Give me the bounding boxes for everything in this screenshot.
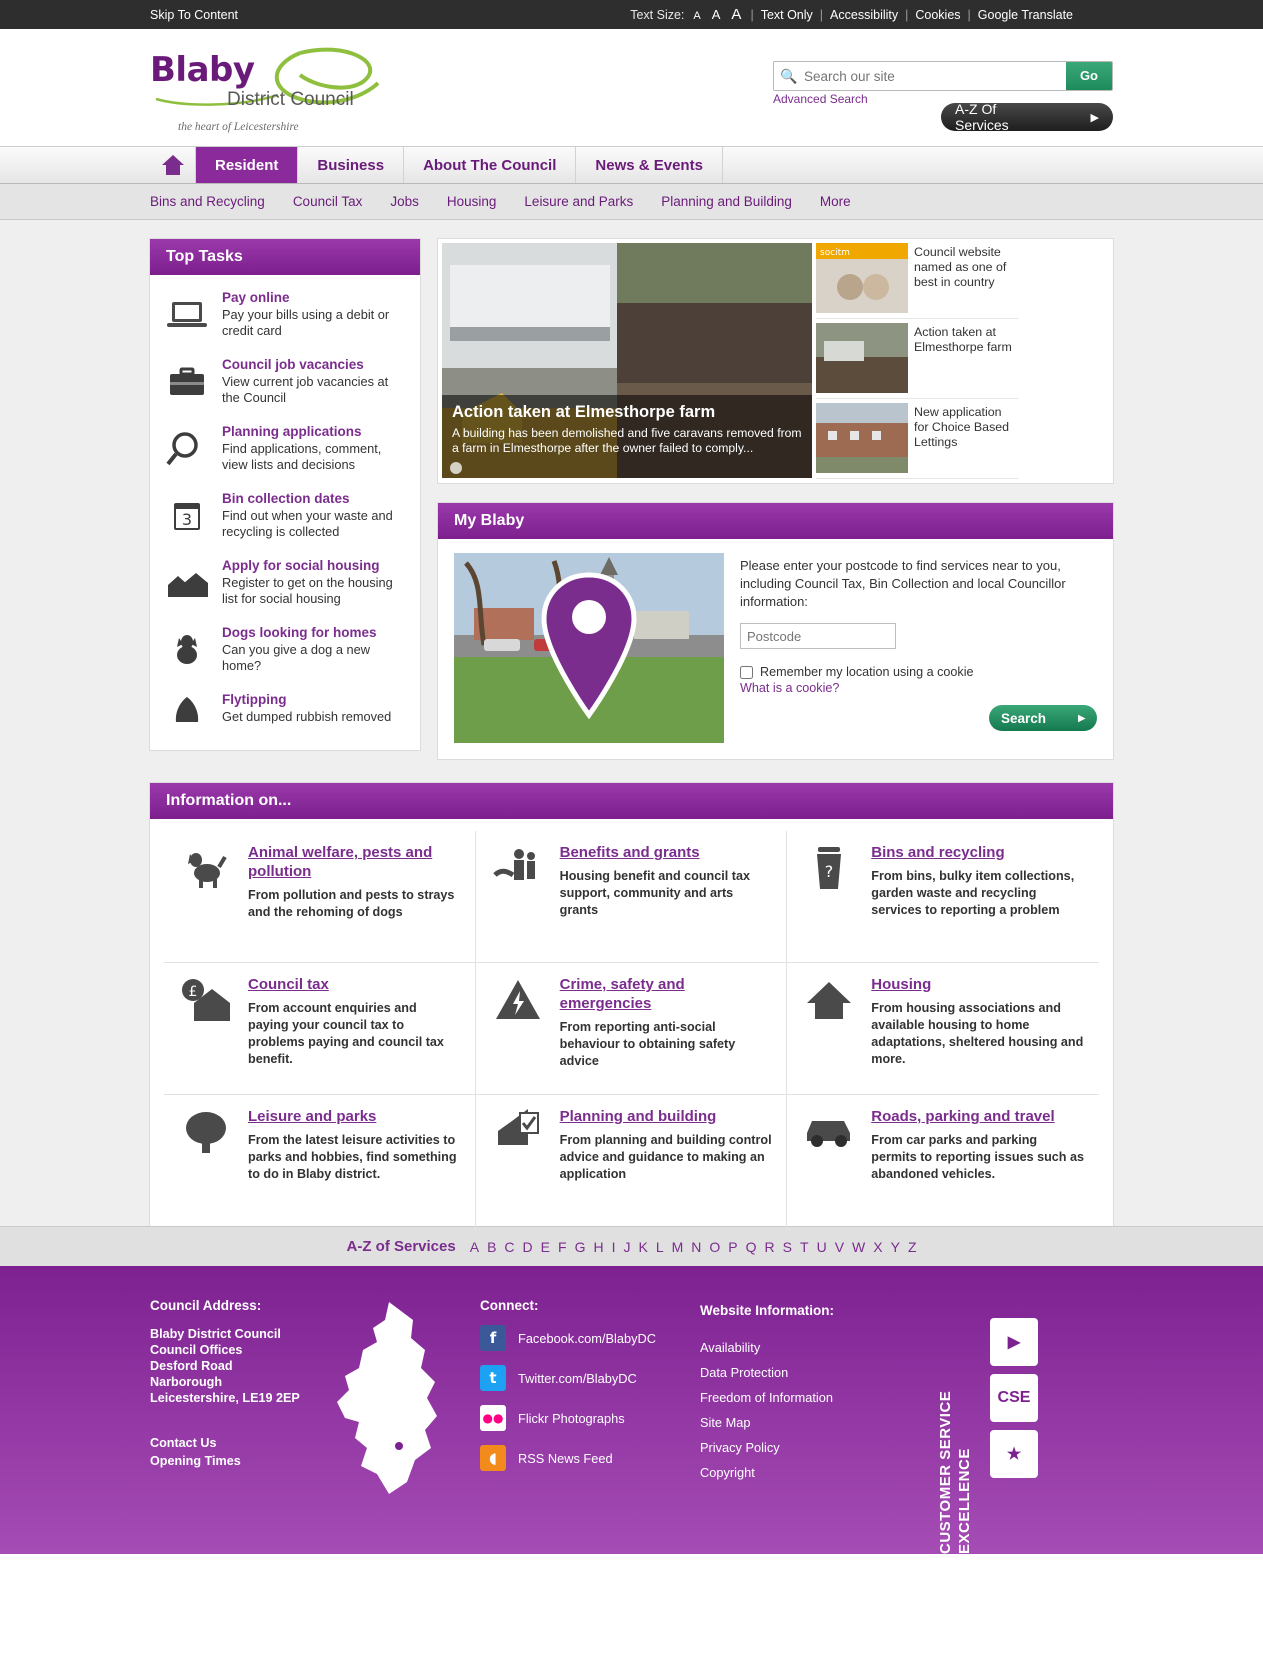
- info-cell-desc: From account enquiries and paying your council tax to problems paying and council tax benefit.: [248, 1001, 444, 1066]
- separator: |: [967, 8, 971, 22]
- my-blaby-body: [438, 539, 1113, 759]
- footer-facebook-row[interactable]: [480, 1325, 700, 1351]
- news-side-title: Council website named as one of best in country: [914, 245, 1007, 289]
- opening-times-link[interactable]: Opening Times: [150, 1454, 241, 1468]
- nav-label: Resident: [215, 156, 279, 174]
- info-cell-title[interactable]: Roads, parking and travel: [871, 1108, 1055, 1125]
- news-thumb: [816, 323, 908, 393]
- home-icon: [161, 154, 185, 176]
- page-body: [0, 220, 1263, 1226]
- info-cell-animal-welfare[interactable]: [164, 831, 476, 963]
- chevron-right-icon: ▶: [1090, 111, 1099, 124]
- news-side-item[interactable]: [816, 243, 1018, 319]
- my-blaby-form: [740, 553, 1097, 743]
- carousel-indicator[interactable]: [450, 462, 462, 474]
- nav-item-business[interactable]: [298, 147, 404, 183]
- nav-label: News & Events: [595, 156, 703, 174]
- footer-website-heading: Website Information:: [700, 1303, 835, 1318]
- info-cell-desc: From planning and building control advice and guidance to making an application: [559, 1133, 772, 1181]
- top-task-desc: View current job vacancies at the Council: [222, 374, 389, 405]
- top-tasks-list: [150, 275, 420, 750]
- az-letter-z[interactable]: Z: [907, 1238, 917, 1255]
- my-blaby-panel: [437, 502, 1114, 760]
- top-task-title: Flytipping: [222, 692, 287, 707]
- content-wrapper: [149, 238, 1114, 1250]
- info-cell-title[interactable]: Housing: [871, 976, 932, 993]
- information-on-panel: [149, 782, 1114, 1250]
- upper-columns: [149, 238, 1114, 760]
- info-cell-desc: Housing benefit and council tax support, community and arts grants: [559, 869, 750, 917]
- info-cell-desc: From housing associations and available housing to home adaptations, sheltered housing and more.: [871, 1001, 1084, 1066]
- top-task-desc: Find applications, comment, view lists and decisions: [222, 441, 382, 472]
- info-cell-text: [871, 843, 1085, 948]
- footer-address-heading: Council Address:: [150, 1298, 262, 1313]
- facebook-label: Facebook.com/BlabyDC: [518, 1330, 656, 1346]
- info-cell-desc: From pollution and pests to strays and the rehoming of dogs: [248, 888, 455, 919]
- az-letter-g[interactable]: G: [574, 1238, 586, 1255]
- a-z-services-strip: [0, 1226, 1263, 1266]
- cse-badge-cse: CSE: [990, 1374, 1038, 1422]
- info-cell-title[interactable]: Animal welfare, pests and pollution: [248, 844, 433, 880]
- top-task-text: [222, 491, 406, 540]
- address-line: Council Offices: [150, 1343, 243, 1357]
- top-task-pay-online[interactable]: [164, 281, 406, 348]
- svg-text:£: £: [188, 984, 198, 1000]
- footer-connect-column: [480, 1298, 700, 1554]
- information-on-title: Information on...: [150, 783, 1113, 819]
- info-cell-desc: From reporting anti-social behaviour to obtaining safety advice: [559, 1020, 736, 1068]
- az-letter-d[interactable]: D: [522, 1238, 533, 1255]
- twitter-icon: t: [480, 1365, 506, 1391]
- top-task-planning-applications[interactable]: [164, 415, 406, 482]
- text-only-link[interactable]: Text Only: [760, 8, 813, 22]
- right-column: [437, 238, 1114, 760]
- remember-location-checkbox[interactable]: [740, 666, 753, 679]
- house-icon: [801, 975, 857, 1080]
- news-side-item[interactable]: [816, 323, 1018, 399]
- top-tasks-title: Top Tasks: [150, 239, 420, 275]
- nav-item-resident[interactable]: [196, 147, 298, 183]
- news-feature-summary: A building has been demolished and five caravans removed from a farm in Elmesthorpe after the owner failed to comply...: [452, 426, 802, 455]
- nav-item-about-the-council[interactable]: [404, 147, 576, 183]
- my-blaby-map-image[interactable]: [454, 553, 724, 743]
- dog-icon: [164, 625, 210, 674]
- info-cell-roads-parking-travel[interactable]: [787, 1095, 1099, 1227]
- a-z-of-services-label: A-Z Of Services: [955, 101, 1009, 133]
- az-letter-j[interactable]: J: [623, 1238, 631, 1255]
- advanced-search-link[interactable]: Advanced Search: [773, 92, 868, 106]
- address-line: Narborough: [150, 1375, 223, 1389]
- top-task-dogs-looking-for-homes[interactable]: [164, 616, 406, 683]
- az-letter-n[interactable]: N: [691, 1238, 702, 1255]
- laptop-icon: [164, 290, 210, 339]
- warning-icon: [490, 975, 546, 1080]
- az-letter-r[interactable]: R: [764, 1238, 775, 1255]
- my-blaby-search-button[interactable]: [989, 705, 1097, 731]
- news-side-title: New application for Choice Based Lettings: [914, 405, 1010, 449]
- footer-address: [150, 1326, 315, 1406]
- az-letter-a[interactable]: A: [469, 1238, 480, 1255]
- search-icon: 🔍: [780, 67, 798, 84]
- az-letter-q[interactable]: Q: [745, 1238, 757, 1255]
- top-task-title: Council job vacancies: [222, 357, 364, 372]
- top-tasks-panel: [149, 238, 421, 751]
- bin-icon: [801, 843, 857, 948]
- az-letter-o[interactable]: O: [709, 1238, 721, 1255]
- site-footer: [0, 1266, 1263, 1554]
- car-icon: [801, 1107, 857, 1213]
- az-letter-t[interactable]: T: [800, 1238, 809, 1255]
- info-cell-planning-and-building[interactable]: [476, 1095, 788, 1227]
- top-task-council-job-vacancies[interactable]: [164, 348, 406, 415]
- info-cell-council-tax[interactable]: [164, 963, 476, 1095]
- svg-text:socitm: socitm: [820, 248, 850, 258]
- a-z-strip-label: A-Z of Services: [346, 1238, 456, 1255]
- top-task-text: [222, 424, 406, 473]
- news-feature-caption: [442, 395, 812, 478]
- postcode-input[interactable]: [740, 623, 896, 649]
- top-task-title: Bin collection dates: [222, 491, 350, 506]
- footer-connect-heading: Connect:: [480, 1298, 539, 1313]
- briefcase-icon: [164, 357, 210, 406]
- footer-twitter-row[interactable]: [480, 1365, 700, 1391]
- rss-label: RSS News Feed: [518, 1450, 613, 1466]
- twitter-label: Twitter.com/BlabyDC: [518, 1370, 637, 1386]
- main-navigation: [0, 146, 1263, 184]
- site-logo[interactable]: [150, 50, 480, 133]
- svg-text:?: ?: [825, 862, 834, 881]
- info-cell-title[interactable]: Council tax: [248, 976, 329, 993]
- footer-rss-row[interactable]: [480, 1445, 700, 1471]
- top-task-desc: Find out when your waste and recycling is collected: [222, 508, 393, 539]
- flickr-label: Flickr Photographs: [518, 1410, 625, 1426]
- footer-website-info-column: [700, 1298, 930, 1554]
- info-cell-title[interactable]: Benefits and grants: [559, 844, 700, 861]
- info-cell-title[interactable]: Bins and recycling: [871, 844, 1005, 861]
- sub-navigation: [0, 184, 1263, 220]
- footer-contact-links: [150, 1434, 315, 1470]
- news-thumb-image: [816, 403, 908, 473]
- az-letter-m[interactable]: M: [671, 1238, 684, 1255]
- nav-home-button[interactable]: [150, 147, 196, 183]
- top-task-title: Planning applications: [222, 424, 362, 439]
- news-side-title: Action taken at Elmesthorpe farm: [914, 325, 1012, 354]
- cse-badge-star-icon: ★: [990, 1430, 1038, 1478]
- planning-icon: [490, 1107, 546, 1213]
- footer-link-copyright[interactable]: Copyright: [700, 1465, 755, 1480]
- info-cell-title[interactable]: Planning and building: [559, 1108, 717, 1125]
- news-side-list: [816, 243, 1018, 479]
- search-go-button[interactable]: Go: [1066, 62, 1112, 90]
- accessibility-link[interactable]: Accessibility: [830, 8, 899, 22]
- nav-label: Business: [317, 156, 385, 174]
- what-is-a-cookie-link[interactable]: What is a cookie?: [740, 681, 840, 695]
- address-line: Blaby District Council: [150, 1327, 281, 1341]
- az-letter-v[interactable]: V: [834, 1238, 845, 1255]
- cse-label: CUSTOMER SERVICE EXCELLENCE: [937, 1390, 973, 1554]
- contact-us-link[interactable]: Contact Us: [150, 1436, 217, 1450]
- az-letter-c[interactable]: C: [504, 1238, 515, 1255]
- news-side-item[interactable]: [816, 403, 1018, 479]
- svg-text:3: 3: [181, 509, 193, 529]
- footer-link-site-map[interactable]: Site Map: [700, 1415, 751, 1430]
- news-carousel: [437, 238, 1114, 484]
- az-letter-i[interactable]: I: [611, 1238, 616, 1255]
- google-translate-link[interactable]: Google Translate: [977, 8, 1073, 22]
- top-task-text: [222, 692, 391, 725]
- info-cell-desc: From bins, bulky item collections, garden waste and recycling services to reporting a problem: [871, 869, 1075, 917]
- az-letter-l[interactable]: L: [655, 1238, 664, 1255]
- address-line: Leicestershire, LE19 2EP: [150, 1391, 300, 1405]
- rss-icon: ◖: [480, 1445, 506, 1471]
- dog-icon: [178, 843, 234, 948]
- info-cell-desc: From car parks and parking permits to reporting issues such as abandoned vehicles.: [871, 1133, 1085, 1181]
- az-letter-k[interactable]: K: [638, 1238, 648, 1255]
- az-letter-e[interactable]: E: [540, 1238, 550, 1255]
- nav-label: About The Council: [423, 156, 557, 174]
- az-letter-h[interactable]: H: [593, 1238, 604, 1255]
- top-task-desc: Pay your bills using a debit or credit card: [222, 307, 390, 338]
- header-search-area: [773, 61, 1113, 131]
- my-blaby-intro: Please enter your postcode to find services near to you, including Council Tax, Bin Collection and local Councillor information:: [740, 558, 1066, 609]
- my-blaby-search-label: Search: [1001, 710, 1047, 726]
- info-cell-title[interactable]: Crime, safety and emergencies: [559, 976, 685, 1012]
- utility-bar: [0, 0, 1263, 29]
- az-letter-x[interactable]: X: [873, 1238, 883, 1255]
- pound-house-icon: [178, 975, 234, 1080]
- site-header: [0, 29, 1263, 146]
- remember-location-label: Remember my location using a cookie: [760, 665, 974, 679]
- subnav-item-planning-and-building[interactable]: Planning and Building: [661, 194, 792, 209]
- top-task-desc: Register to get on the housing list for social housing: [222, 575, 393, 606]
- info-cell-leisure-and-parks[interactable]: [164, 1095, 476, 1227]
- az-letter-w[interactable]: W: [852, 1238, 866, 1255]
- cookies-link[interactable]: Cookies: [915, 8, 961, 22]
- text-size-small-button[interactable]: A: [693, 10, 701, 22]
- chevron-right-icon: ▸: [1078, 710, 1085, 725]
- footer-cse-column: [930, 1298, 1110, 1554]
- info-cell-text: [871, 975, 1085, 1080]
- top-task-text: [222, 290, 406, 339]
- footer-flickr-row[interactable]: [480, 1405, 700, 1431]
- info-cell-text: [560, 843, 773, 948]
- top-task-apply-for-social-housing[interactable]: [164, 549, 406, 616]
- footer-link-availability[interactable]: Availability: [700, 1340, 761, 1355]
- az-letter-u[interactable]: U: [816, 1238, 827, 1255]
- az-letter-b[interactable]: B: [487, 1238, 497, 1255]
- top-task-title: Dogs looking for homes: [222, 625, 377, 640]
- a-z-of-services-button[interactable]: [941, 103, 1113, 131]
- az-letter-s[interactable]: S: [782, 1238, 792, 1255]
- text-size-medium-button[interactable]: A: [711, 7, 721, 22]
- news-feature[interactable]: [442, 243, 812, 478]
- info-cell-text: [248, 1107, 461, 1213]
- subnav-item-council-tax[interactable]: Council Tax: [292, 194, 363, 209]
- top-task-text: [222, 558, 406, 607]
- utility-links: [630, 6, 1073, 23]
- cse-badges: [990, 1318, 1038, 1478]
- cse-badge-play-icon: ▶: [990, 1318, 1038, 1366]
- top-task-text: [222, 357, 406, 406]
- top-task-text: [222, 625, 406, 674]
- top-task-title: Apply for social housing: [222, 558, 380, 573]
- news-thumb-image: [816, 243, 908, 313]
- logo-tagline: the heart of Leicestershire: [178, 121, 299, 133]
- top-task-title: Pay online: [222, 290, 290, 305]
- az-letter-p[interactable]: P: [728, 1238, 738, 1255]
- news-thumb: [816, 403, 908, 473]
- separator: |: [819, 8, 824, 22]
- separator: |: [750, 8, 754, 22]
- tree-icon: [178, 1107, 234, 1213]
- info-cell-text: [248, 843, 461, 948]
- info-cell-housing[interactable]: [787, 963, 1099, 1095]
- top-task-bin-collection-dates[interactable]: [164, 482, 406, 549]
- calendar-icon: [164, 491, 210, 540]
- info-cell-benefits-and-grants[interactable]: [476, 831, 788, 963]
- footer-address-column: [150, 1298, 315, 1554]
- info-cell-text: [560, 975, 773, 1080]
- info-cell-crime-safety[interactable]: [476, 963, 788, 1095]
- info-cell-desc: From the latest leisure activities to parks and hobbies, find something to do in Blaby district.: [248, 1133, 457, 1181]
- subnav-item-housing[interactable]: Housing: [446, 194, 497, 209]
- search-box[interactable]: [773, 61, 1113, 91]
- separator: |: [905, 8, 909, 22]
- uk-map-icon: [315, 1298, 465, 1508]
- text-size-label: Text Size:: [630, 8, 685, 22]
- footer-link-freedom-of-information[interactable]: Freedom of Information: [700, 1390, 834, 1405]
- az-letter-y[interactable]: Y: [890, 1238, 900, 1255]
- az-letter-f[interactable]: F: [558, 1238, 567, 1255]
- info-cell-text: [871, 1107, 1085, 1213]
- subnav-item-jobs[interactable]: Jobs: [390, 194, 419, 209]
- info-cell-text: [248, 975, 461, 1080]
- info-cell-bins-and-recycling[interactable]: [787, 831, 1099, 963]
- search-input[interactable]: [804, 63, 1066, 89]
- subnav-item-bins-and-recycling[interactable]: Bins and Recycling: [150, 194, 265, 209]
- nav-item-news-and-events[interactable]: [576, 147, 723, 183]
- information-on-grid: [150, 819, 1113, 1249]
- subnav-item-more[interactable]: More: [819, 194, 851, 209]
- my-blaby-title: My Blaby: [438, 503, 1113, 539]
- skip-to-content-link[interactable]: Skip To Content: [150, 7, 239, 22]
- news-thumb: [816, 243, 908, 313]
- logo-subtitle: District Council: [227, 89, 354, 110]
- benefits-icon: [490, 843, 546, 948]
- top-task-desc: Can you give a dog a new home?: [222, 642, 370, 673]
- houses-icon: [164, 558, 210, 607]
- news-feature-title: Action taken at Elmesthorpe farm: [452, 403, 716, 421]
- address-line: Desford Road: [150, 1359, 233, 1373]
- map-pin-icon: [539, 571, 639, 721]
- rubbish-bag-icon: [164, 692, 210, 725]
- subnav-item-leisure-and-parks[interactable]: Leisure and Parks: [524, 194, 634, 209]
- top-task-desc: Get dumped rubbish removed: [222, 709, 392, 724]
- logo-title: Blaby: [150, 50, 255, 90]
- footer-link-data-protection[interactable]: Data Protection: [700, 1365, 789, 1380]
- info-cell-title[interactable]: Leisure and parks: [248, 1108, 377, 1125]
- info-cell-text: [560, 1107, 773, 1213]
- top-task-flytipping[interactable]: [164, 683, 406, 734]
- remember-location-row[interactable]: [740, 665, 1097, 679]
- magnifier-icon: [164, 424, 210, 473]
- facebook-icon: f: [480, 1325, 506, 1351]
- text-size-large-button[interactable]: A: [731, 6, 742, 23]
- news-thumb-image: [816, 323, 908, 393]
- footer-link-privacy-policy[interactable]: Privacy Policy: [700, 1440, 780, 1455]
- flickr-icon: ●●: [480, 1405, 506, 1431]
- footer-uk-map: [315, 1298, 480, 1554]
